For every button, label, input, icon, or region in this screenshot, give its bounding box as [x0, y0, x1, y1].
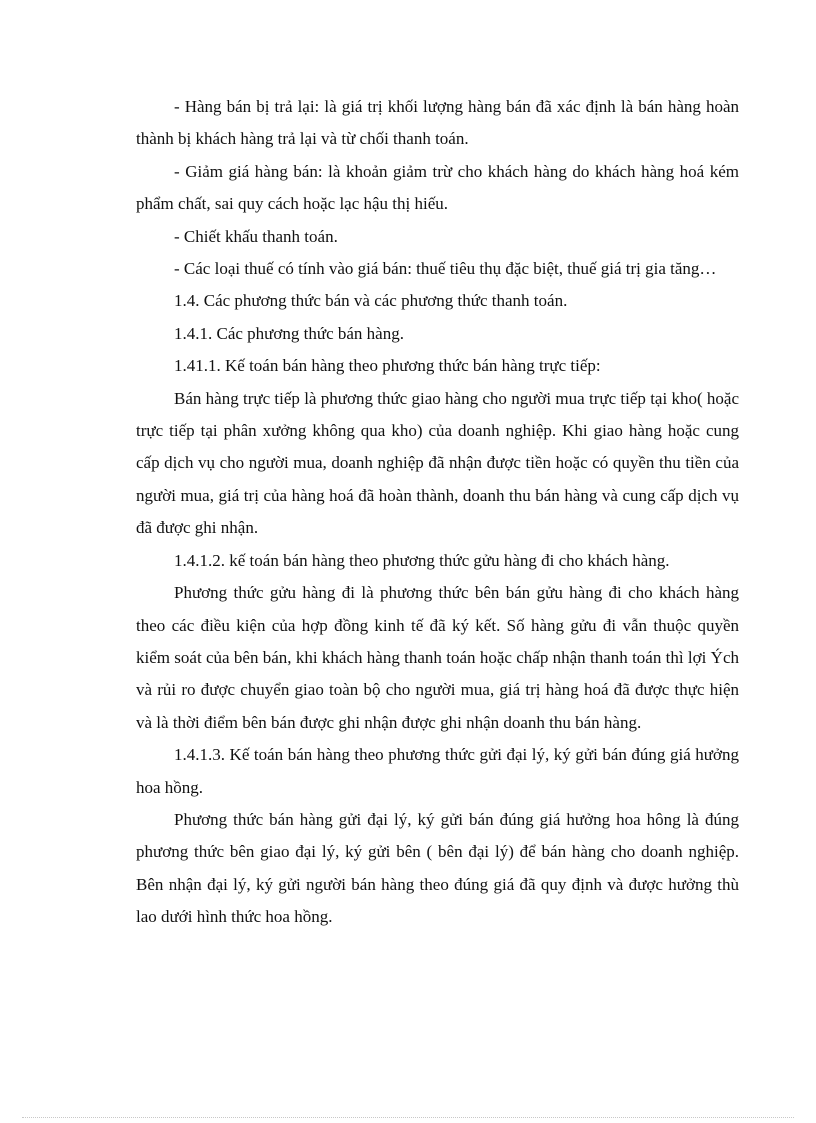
heading-1-4-1: 1.4.1. Các phương thức bán hàng.: [174, 323, 404, 343]
heading-1-4-1-2: 1.4.1.2. kế toán bán hàng theo phương thức gửu hàng đi cho khách hàng.: [174, 550, 670, 570]
heading-1-4-1-1: 1.41.1. Kế toán bán hàng theo phương thức bán hàng trực tiếp:: [174, 356, 601, 376]
paragraph-payment-discount: - Chiết khấu thanh toán.: [174, 226, 338, 246]
heading-1-4: 1.4. Các phương thức bán và các phương thức thanh toán.: [174, 291, 568, 311]
paragraph-agency-sales: Phương thức bán hàng gửi đại lý, ký gửi bán đúng giá hưởng hoa hông là đúng phương thức bên giao đại lý, ký gửi bên ( bên đại lý) để bán hàng cho doanh nghiệp. Bên nhận đại lý, ký gửi người bán hàng theo đúng giá đã quy định và được hưởng thù lao dưới hình thức hoa hồng.: [136, 809, 739, 927]
heading-1-4-1-3: 1.4.1.3. Kế toán bán hàng theo phương thức gửi đại lý, ký gửi bán đúng giá hưởng hoa hồng.: [136, 745, 739, 797]
paragraph-returned-goods: - Hàng bán bị trả lại: là giá trị khối lượng hàng bán đã xác định là bán hàng hoàn thành bị khách hàng trả lại và từ chối thanh toán.: [136, 97, 739, 149]
document-body: [136, 91, 739, 934]
paragraph-sales-discount: - Giảm giá hàng bán: là khoản giảm trừ cho khách hàng do khách hàng hoá kém phẩm chất, sai quy cách hoặc lạc hậu thị hiếu.: [136, 161, 739, 214]
page-bottom-divider: [22, 1117, 794, 1118]
paragraph-taxes: - Các loại thuế có tính vào giá bán: thuế tiêu thụ đặc biệt, thuế giá trị gia tăng…: [174, 259, 717, 279]
paragraph-consignment-shipping: Phương thức gửu hàng đi là phương thức bên bán gửu hàng đi cho khách hàng theo các điều kiện của hợp đồng kinh tế đã ký kết. Số hàng gửu đi vẫn thuộc quyền kiểm soát của bên bán, khi khách hàng thanh toán hoặc chấp nhận thanh toán thì lợi Ých và rủi ro được chuyển giao toàn bộ cho người mua, giá trị hàng hoá đã được thực hiện và là thời điểm bên bán được ghi nhận được ghi nhận doanh thu bán hàng.: [136, 583, 739, 732]
paragraph-direct-sales: Bán hàng trực tiếp là phương thức giao hàng cho người mua trực tiếp tại kho( hoặc trực tiếp tại phân xưởng không qua kho) của doanh nghiệp. Khi giao hàng hoặc cung cấp dịch vụ cho người mua, doanh nghiệp đã nhận được tiền hoặc có quyền thu tiền của người mua, giá trị của hàng hoá đã hoàn thành, doanh thu bán hàng và cung cấp dịch vụ đã được ghi nhận.: [136, 388, 739, 538]
